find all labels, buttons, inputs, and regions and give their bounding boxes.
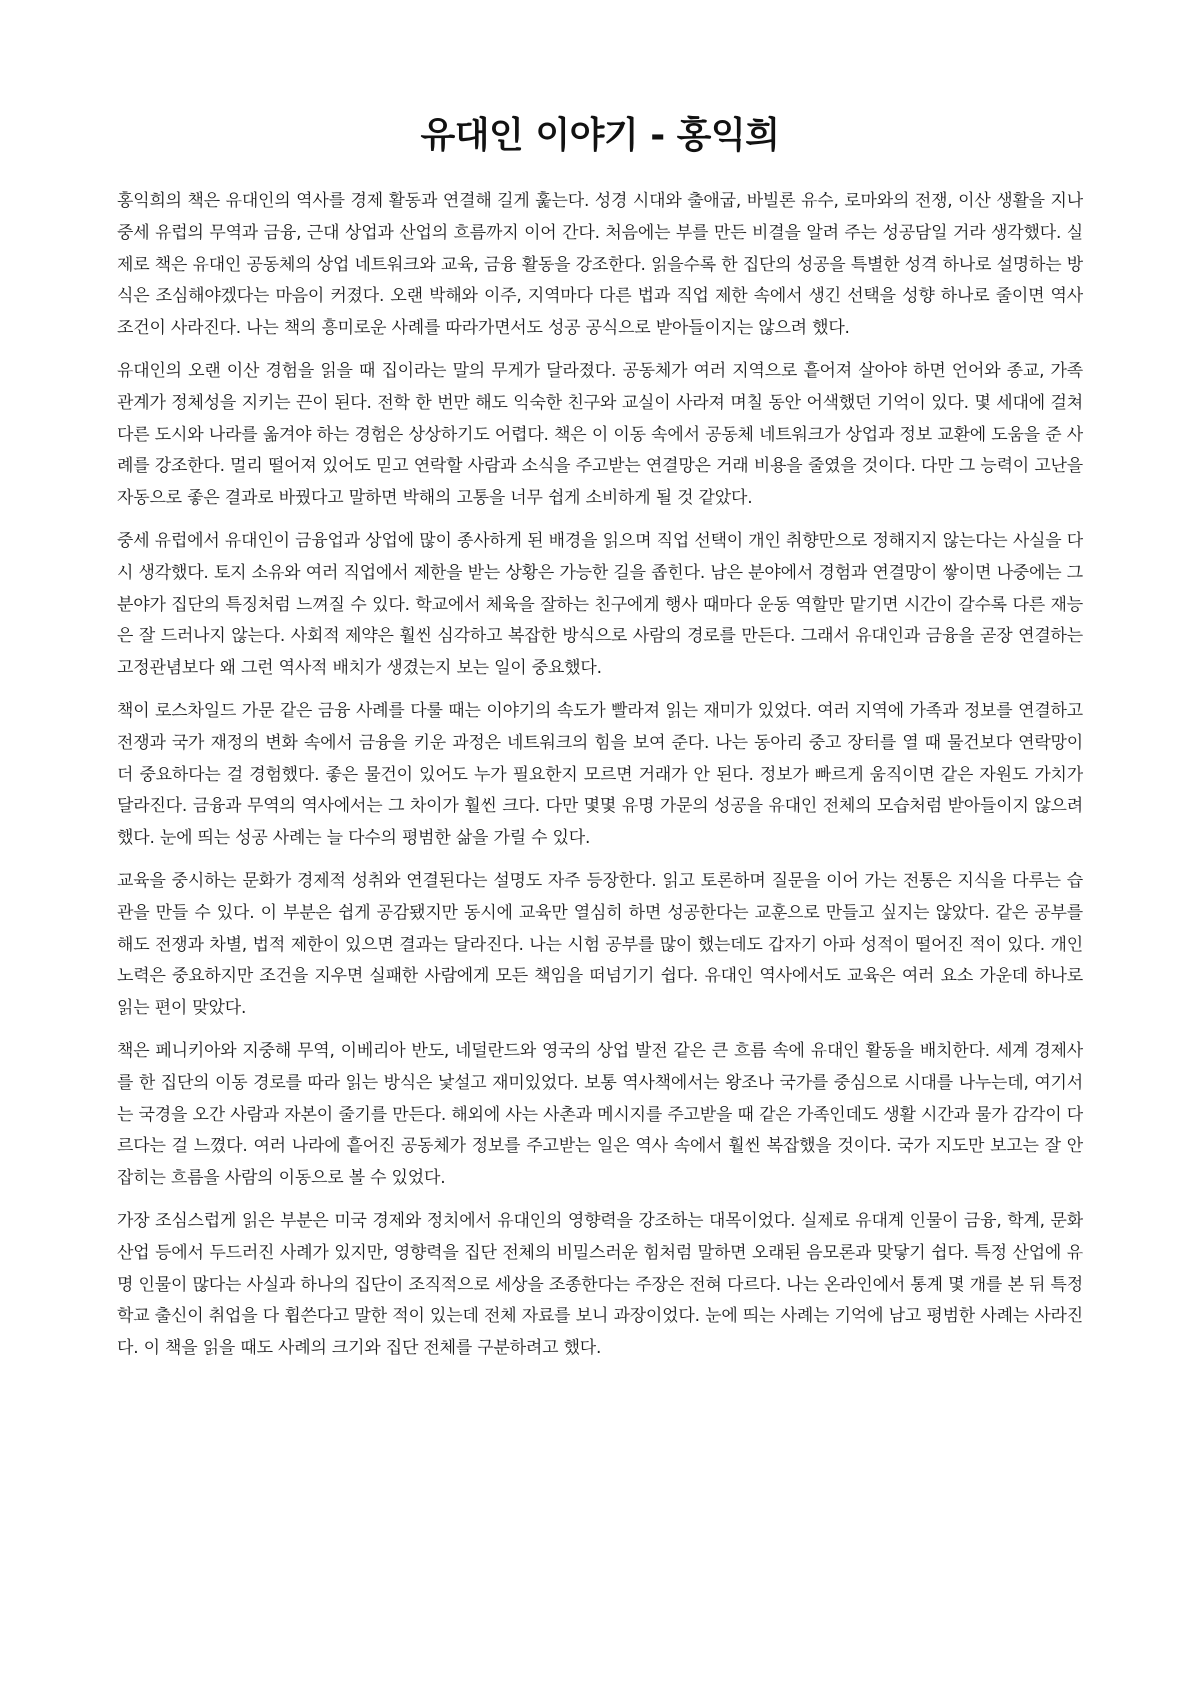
paragraph-1: 홍익희의 책은 유대인의 역사를 경제 활동과 연결해 길게 훑는다. 성경 시대와 출애굽, 바빌론 유수, 로마와의 전쟁, 이산 생활을 지나 중세 유럽의 무역과 금융, 근대 상업과 산업의 흐름까지 이어 간다. 처음에는 부를 만든 비결을 알려 주는 성공담일 거라 생각했다. 실제로 책은 유대인 공동체의 상업 네트워크와 교육, 금융 활동을 강조한다. 읽을수록 한 집단의 성공을 특별한 성격 하나로 설명하는 방식은 조심해야겠다는 마음이 커졌다. 오랜 박해와 이주, 지역마다 다른 법과 직업 제한 속에서 생긴 선택을 성향 하나로 줄이면 역사 조건이 사라진다. 나는 책의 흥미로운 사례를 따라가면서도 성공 공식으로 받아들이지는 않으려 했다. [117, 191, 1083, 339]
paragraph-3: 중세 유럽에서 유대인이 금융업과 상업에 많이 종사하게 된 배경을 읽으며 직업 선택이 개인 취향만으로 정해지지 않는다는 사실을 다시 생각했다. 토지 소유와 여러 직업에서 제한을 받는 상황은 가능한 길을 좁힌다. 남은 분야에서 경험과 연결망이 쌓이면 나중에는 그 분야가 집단의 특징처럼 느껴질 수 있다. 학교에서 체육을 잘하는 친구에게 행사 때마다 운동 역할만 맡기면 시간이 갈수록 다른 재능은 잘 드러나지 않는다. 사회적 제약은 훨씬 심각하고 복잡한 방식으로 사람의 경로를 만든다. 그래서 유대인과 금융을 곧장 연결하는 고정관념보다 왜 그런 역사적 배치가 생겼는지 보는 일이 중요했다. [117, 530, 1083, 679]
paragraph-6: 책은 페니키아와 지중해 무역, 이베리아 반도, 네덜란드와 영국의 상업 발전 같은 큰 흐름 속에 유대인 활동을 배치한다. 세계 경제사를 한 집단의 이동 경로를 따라 읽는 방식은 낯설고 재미있었다. 보통 역사책에서는 왕조나 국가를 중심으로 시대를 나누는데, 여기서는 국경을 오간 사람과 자본이 줄기를 만든다. 해외에 사는 사촌과 메시지를 주고받을 때 같은 가족인데도 생활 시간과 물가 감각이 다르다는 걸 느꼈다. 여러 나라에 흩어진 공동체가 정보를 주고받는 일은 역사 속에서 훨씬 복잡했을 것이다. 국가 지도만 보고는 잘 안 잡히는 흐름을 사람의 이동으로 볼 수 있었다. [117, 1040, 1083, 1189]
document-body [117, 186, 1083, 1376]
paragraph-2: 유대인의 오랜 이산 경험을 읽을 때 집이라는 말의 무게가 달라졌다. 공동체가 여러 지역으로 흩어져 살아야 하면 언어와 종교, 가족 관계가 정체성을 지키는 끈이 된다. 전학 한 번만 해도 익숙한 친구와 교실이 사라져 며칠 동안 어색했던 기억이 있다. 몇 세대에 걸쳐 다른 도시와 나라를 옮겨야 하는 경험은 상상하기도 어렵다. 책은 이 이동 속에서 공동체 네트워크가 상업과 정보 교환에 도움을 준 사례를 강조한다. 멀리 떨어져 있어도 믿고 연락할 사람과 소식을 주고받는 연결망은 거래 비용을 줄였을 것이다. 다만 그 능력이 고난을 자동으로 좋은 결과로 바꿨다고 말하면 박해의 고통을 너무 쉽게 소비하게 될 것 같았다. [117, 360, 1083, 509]
paragraph-7: 가장 조심스럽게 읽은 부분은 미국 경제와 정치에서 유대인의 영향력을 강조하는 대목이었다. 실제로 유대계 인물이 금융, 학계, 문화 산업 등에서 두드러진 사례가 있지만, 영향력을 집단 전체의 비밀스러운 힘처럼 말하면 오래된 음모론과 맞닿기 쉽다. 특정 산업에 유명 인물이 많다는 사실과 하나의 집단이 조직적으로 세상을 조종한다는 주장은 전혀 다르다. 나는 온라인에서 통계 몇 개를 본 뒤 특정 학교 출신이 취업을 다 휩쓴다고 말한 적이 있는데 전체 자료를 보니 과장이었다. 눈에 띄는 사례는 기억에 남고 평범한 사례는 사라진다. 이 책을 읽을 때도 사례의 크기와 집단 전체를 구분하려고 했다. [117, 1210, 1083, 1359]
paragraph-5: 교육을 중시하는 문화가 경제적 성취와 연결된다는 설명도 자주 등장한다. 읽고 토론하며 질문을 이어 가는 전통은 지식을 다루는 습관을 만들 수 있다. 이 부분은 쉽게 공감됐지만 동시에 교육만 열심히 하면 성공한다는 교훈으로 만들고 싶지는 않았다. 같은 공부를 해도 전쟁과 차별, 법적 제한이 있으면 결과는 달라진다. 나는 시험 공부를 많이 했는데도 갑자기 아파 성적이 떨어진 적이 있다. 개인 노력은 중요하지만 조건을 지우면 실패한 사람에게 모든 책임을 떠넘기기 쉽다. 유대인 역사에서도 교육은 여러 요소 가운데 하나로 읽는 편이 맞았다. [117, 870, 1083, 1019]
paragraph-4: 책이 로스차일드 가문 같은 금융 사례를 다룰 때는 이야기의 속도가 빨라져 읽는 재미가 있었다. 여러 지역에 가족과 정보를 연결하고 전쟁과 국가 재정의 변화 속에서 금융을 키운 과정은 네트워크의 힘을 보여 준다. 나는 동아리 중고 장터를 열 때 물건보다 연락망이 더 중요하다는 걸 경험했다. 좋은 물건이 있어도 누가 필요한지 모르면 거래가 안 된다. 정보가 빠르게 움직이면 같은 자원도 가치가 달라진다. 금융과 무역의 역사에서는 그 차이가 훨씬 크다. 다만 몇몇 유명 가문의 성공을 유대인 전체의 모습처럼 받아들이지 않으려 했다. 눈에 띄는 성공 사례는 늘 다수의 평범한 삶을 가릴 수 있다. [117, 700, 1083, 849]
document-title: 유대인 이야기 - 홍익희 [420, 115, 780, 156]
